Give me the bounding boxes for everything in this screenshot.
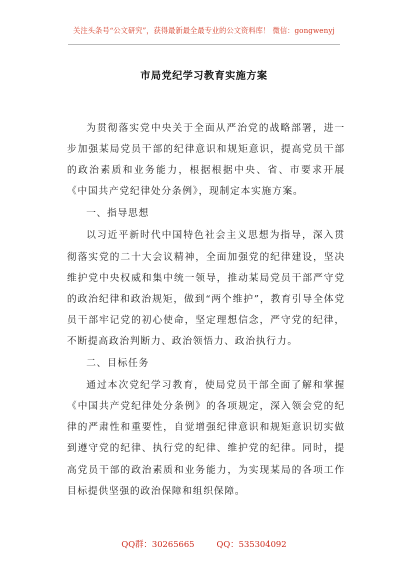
paragraph-guiding-thought: 以习近平新时代中国特色社会主义思想为指导，深入贯彻落实党的二十大会议精神，全面加强党的纪律建设，坚决维护党中央权威和集中统一领导，推动某局党员干部严守党的政治纪律和政治规矩，做到“两个维护”，教育引导全体党员干部牢记党的初心使命，坚定理想信念，严守党的纪律，不断提高政治判断力、政治领悟力、政治执行力。 (67, 230, 345, 347)
header-divider (68, 44, 340, 45)
promo-banner: 关注头条号“公文研究”，获得最新最全最专业的公文资料库！ 微信：gongwenyj (73, 26, 335, 35)
paragraph-intro: 为贯彻落实党中央关于全面从严治党的战略部署，进一步加强某局党员干部的纪律意识和规矩意识，提高党员干部的政治素质和业务能力，根据根据中央、省、市要求开展《中国共产党纪律处分条例》，现制定本实施方案。 (67, 123, 345, 198)
document-title: 市局党纪学习教育实施方案 (140, 71, 268, 82)
section-heading-goals: 二、目标任务 (86, 358, 150, 370)
qq-group-number: QQ群：30265665 (121, 539, 195, 549)
footer-contact (0, 538, 408, 550)
qq-number: QQ：535304092 (216, 539, 287, 549)
document-body (67, 118, 345, 502)
section-heading-guiding-thought: 一、指导思想 (86, 208, 150, 220)
paragraph-goals: 通过本次党纪学习教育，使局党员干部全面了解和掌握《中国共产党纪律处分条例》的各项规定，深入领会党的纪律的严肃性和重要性，自觉增强纪律意识和规矩意识切实做到遵守党的纪律、执行党的纪律、维护党的纪律。同时，提高党员干部的政治素质和业务能力，为实现某局的各项工作目标提供坚强的政治保障和组织保障。 (67, 380, 345, 497)
